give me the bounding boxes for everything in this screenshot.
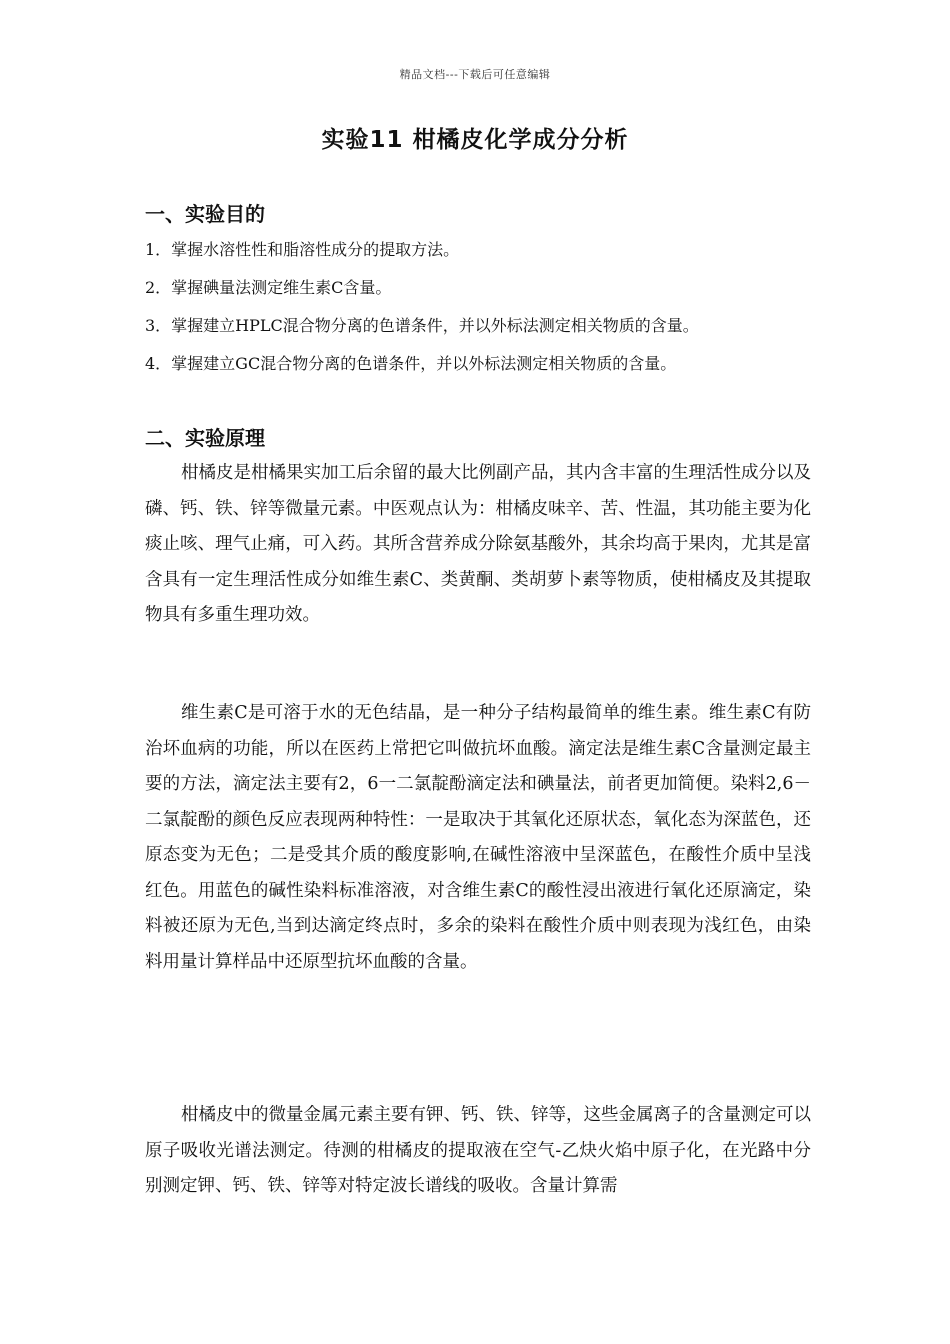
paragraph-citrus-peel: 柑橘皮是柑橘果实加工后余留的最大比例副产品，其内含丰富的生理活性成分以及磷、钙、铁、锌等微量元素。中医观点认为：柑橘皮味辛、苦、性温，其功能主要为化痰止咳、理气止痛，可入药。其所含营养成分除氨基酸外，其余均高于果肉，尤其是富含具有一定生理活性成分如维生素C、类黄酮、类胡萝卜素等物质，使柑橘皮及其提取物具有多重生理功效。 [145, 463, 811, 625]
list-item: 1．掌握水溶性性和脂溶性成分的提取方法。 [145, 240, 460, 259]
document-title: 实验11 柑橘皮化学成分分析 [321, 127, 629, 153]
list-item: 4．掌握建立GC混合物分离的色谱条件，并以外标法测定相关物质的含量。 [145, 354, 677, 373]
list-item: 2．掌握碘量法测定维生素C含量。 [145, 278, 392, 297]
objectives-list [145, 236, 825, 388]
section-heading-principles: 二、实验原理 [145, 426, 265, 450]
list-item: 3．掌握建立HPLC混合物分离的色谱条件，并以外标法测定相关物质的含量。 [145, 316, 699, 335]
paragraph-trace-metals: 柑橘皮中的微量金属元素主要有钾、钙、铁、锌等，这些金属离子的含量测定可以原子吸收光谱法测定。待测的柑橘皮的提取液在空气-乙炔火焰中原子化，在光路中分别测定钾、钙、铁、锌等对特定波长谱线的吸收。含量计算需 [145, 1105, 811, 1196]
section-heading-objectives: 一、实验目的 [145, 202, 265, 226]
paragraph-vitamin-c: 维生素C是可溶于水的无色结晶，是一种分子结构最简单的维生素。维生素C有防治坏血病的功能，所以在医药上常把它叫做抗坏血酸。滴定法是维生素C含量测定最主要的方法，滴定法主要有2，6一二氯靛酚滴定法和碘量法，前者更加简便。染料2,6－二氯靛酚的颜色反应表现两种特性：一是取决于其氧化还原状态，氧化态为深蓝色，还原态变为无色；二是受其介质的酸度影响,在碱性溶液中呈深蓝色，在酸性介质中呈浅红色。用蓝色的碱性染料标准溶液，对含维生素C的酸性浸出液进行氧化还原滴定，染料被还原为无色,当到达滴定终点时，多余的染料在酸性介质中则表现为浅红色，由染料用量计算样品中还原型抗坏血酸的含量。 [145, 703, 811, 972]
header-note: 精品文档---下载后可任意编辑 [399, 68, 551, 81]
